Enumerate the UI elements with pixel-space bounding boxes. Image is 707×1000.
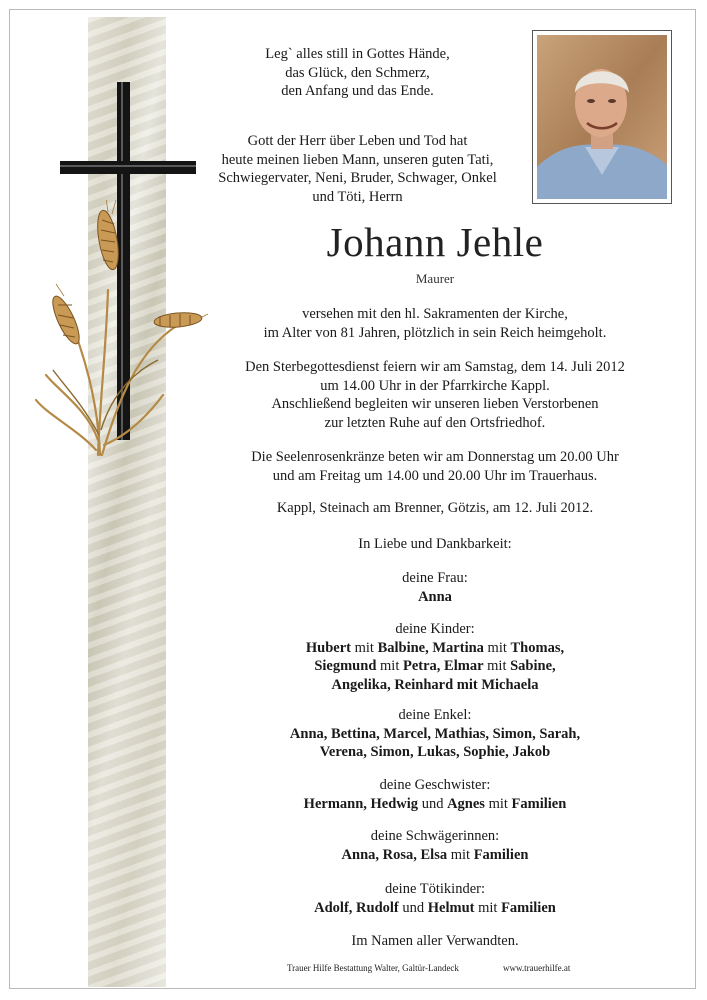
verse: Leg` alles still in Gottes Hände, das Glück, den Schmerz, den Anfang und das Ende. <box>265 46 450 99</box>
footer-undertaker: Trauer Hilfe Bestattung Walter, Galtür-Landeck <box>287 963 459 973</box>
children-section: deine Kinder: Hubert mit Balbine, Martina mit Thomas, Siegmund mit Petra, Elmar mit Sabine, Angelika, Reinhard mit Michaela <box>305 621 565 693</box>
sacraments-text: versehen mit den hl. Sakramenten der Kirche, im Alter von 81 Jahren, plötzlich in sein Reich heimgeholt. <box>263 306 607 341</box>
announcement-intro: Gott der Herr über Leben und Tod hat heute meinen lieben Mann, unseren guten Tati, Schwiegervater, Neni, Bruder, Schwager, Onkel und Töti, Herrn <box>218 133 497 205</box>
godchildren-section: deine Tötikinder: Adolf, Rudolf und Helmut mit Familien <box>314 881 556 916</box>
occupation: Maurer <box>415 271 455 286</box>
wife-section: deine Frau: Anna <box>402 570 468 605</box>
footer-website[interactable]: www.trauerhilfe.at <box>503 963 571 973</box>
siblings-section: deine Geschwister: Hermann, Hedwig und Agnes mit Familien <box>303 777 567 812</box>
wheat-icon <box>28 200 208 460</box>
deceased-name: Johann Jehle <box>326 219 544 265</box>
place-date: Kappl, Steinach am Brenner, Götzis, am 12. Juli 2012. <box>276 500 594 516</box>
closing-line: Im Namen aller Verwandten. <box>351 933 519 949</box>
funeral-text: Den Sterbegottesdienst feiern wir am Samstag, dem 14. Juli 2012 um 14.00 Uhr in der Pfarrkirche Kappl. Anschließend begleiten wir unseren lieben Verstorbenen zur letzten Ruhe auf den Ortsfriedhof. <box>245 359 625 431</box>
rosary-text: Die Seelenrosenkränze beten wir am Donnerstag um 20.00 Uhr und am Freitag um 14.00 und 20.00 Uhr im Trauerhaus. <box>251 449 619 484</box>
grandchildren-section: deine Enkel: Anna, Bettina, Marcel, Mathias, Simon, Sarah, Verena, Simon, Lukas, Sophie, Jakob <box>289 707 581 760</box>
portrait-photo <box>532 30 672 204</box>
gratitude-line: In Liebe und Dankbarkeit: <box>358 536 512 552</box>
sisters-in-law-section: deine Schwägerinnen: Anna, Rosa, Elsa mit Familien <box>341 828 529 863</box>
